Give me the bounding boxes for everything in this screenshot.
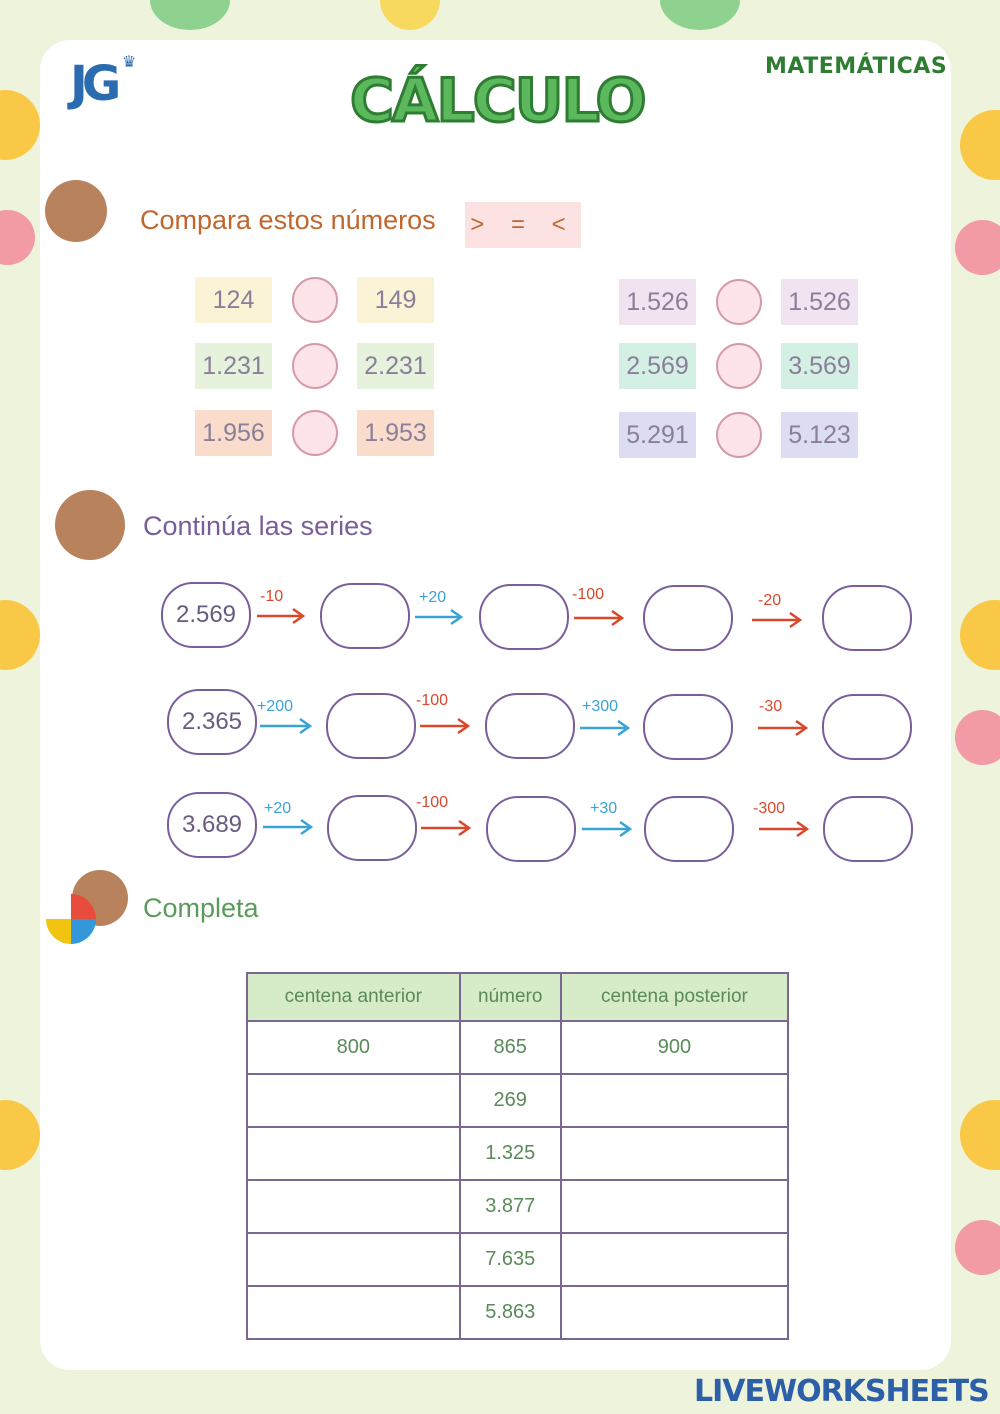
series-step-label: -100: [572, 586, 605, 603]
ice-cream-decoration: [150, 0, 230, 30]
watermelon-decoration: [0, 210, 35, 265]
next-hundred-input[interactable]: [561, 1180, 788, 1233]
column-header: número: [460, 973, 561, 1021]
series-answer-input[interactable]: [485, 693, 575, 759]
sun-decoration: [0, 90, 40, 160]
compare-left-value: 124: [195, 277, 272, 323]
compare-right-value: 149: [357, 277, 434, 323]
table-row: [247, 1127, 788, 1180]
compare-left-value: 5.291: [619, 412, 696, 458]
series-step-label: +30: [590, 800, 618, 817]
arrow-right-icon: [413, 607, 465, 627]
compare-section-title: Compara estos números: [140, 205, 436, 235]
hundreds-table: [246, 972, 789, 1340]
liveworksheets-logo: LIVEWORKSHEETS: [694, 1374, 989, 1409]
arrow-right-icon: [261, 817, 315, 837]
column-header: centena anterior: [247, 973, 460, 1021]
table-cell: 7.635: [460, 1233, 561, 1286]
series-start-value: 2.569: [161, 582, 251, 648]
page-title: CÁLCULO: [350, 66, 645, 136]
arrow-right-icon: [756, 718, 810, 738]
series-start-value: 2.365: [167, 689, 257, 755]
subject-label: MATEMÁTICAS: [765, 54, 948, 79]
sun-decoration: [960, 600, 1000, 670]
capybara-surf-icon: [55, 490, 125, 560]
table-cell: 800: [247, 1021, 460, 1074]
table-cell: 1.325: [460, 1127, 561, 1180]
sun-decoration: [960, 1100, 1000, 1170]
series-start-value: 3.689: [167, 792, 257, 858]
compare-left-value: 1.231: [195, 343, 272, 389]
series-answer-input[interactable]: [823, 796, 913, 862]
table-row: [247, 1233, 788, 1286]
comparison-answer-input[interactable]: [716, 279, 762, 325]
previous-hundred-input[interactable]: [247, 1127, 460, 1180]
column-header: centena posterior: [561, 973, 788, 1021]
arrow-right-icon: [757, 819, 811, 839]
capybara-sunglasses-icon: [45, 180, 107, 242]
next-hundred-input[interactable]: [561, 1074, 788, 1127]
previous-hundred-input[interactable]: [247, 1286, 460, 1339]
series-step-label: +20: [419, 589, 447, 606]
comparison-answer-input[interactable]: [292, 343, 338, 389]
table-cell: 3.877: [460, 1180, 561, 1233]
series-answer-input[interactable]: [479, 584, 569, 650]
table-row: [247, 1021, 788, 1074]
arrow-right-icon: [750, 610, 804, 630]
series-step-label: -100: [416, 794, 449, 811]
table-row: [247, 1180, 788, 1233]
logo: JG ♛: [70, 52, 137, 112]
series-answer-input[interactable]: [643, 694, 733, 760]
series-answer-input[interactable]: [326, 693, 416, 759]
table-row: [247, 1074, 788, 1127]
beach-ball-icon: [46, 894, 96, 944]
previous-hundred-input[interactable]: [247, 1074, 460, 1127]
next-hundred-input[interactable]: [561, 1286, 788, 1339]
table-cell: 900: [561, 1021, 788, 1074]
comparison-signs: > = <: [465, 202, 581, 248]
arrow-right-icon: [580, 819, 634, 839]
series-answer-input[interactable]: [486, 796, 576, 862]
series-step-label: -20: [758, 592, 782, 609]
arrow-right-icon: [419, 818, 473, 838]
series-step-label: -10: [260, 588, 284, 605]
arrow-right-icon: [255, 606, 307, 626]
table-header-row: [247, 973, 788, 1021]
compare-left-value: 2.569: [619, 343, 696, 389]
series-step-label: -300: [753, 800, 786, 817]
series-answer-input[interactable]: [644, 796, 734, 862]
sun-decoration: [960, 110, 1000, 180]
series-section-title: Continúa las series: [143, 511, 373, 541]
series-step-label: +20: [264, 800, 292, 817]
series-answer-input[interactable]: [320, 583, 410, 649]
crown-icon: ♛: [122, 52, 137, 71]
table-cell: 5.863: [460, 1286, 561, 1339]
sun-decoration: [0, 1100, 40, 1170]
series-answer-input[interactable]: [327, 795, 417, 861]
series-answer-input[interactable]: [822, 585, 912, 651]
arrow-right-icon: [572, 608, 626, 628]
compare-left-value: 1.956: [195, 410, 272, 456]
series-step-label: -30: [759, 698, 783, 715]
compare-right-value: 5.123: [781, 412, 858, 458]
watermelon-decoration: [955, 1220, 1000, 1275]
pineapple-decoration: [380, 0, 440, 30]
series-step-label: +200: [257, 698, 294, 715]
ice-cream-decoration: [660, 0, 740, 30]
previous-hundred-input[interactable]: [247, 1233, 460, 1286]
arrow-right-icon: [578, 718, 632, 738]
comparison-answer-input[interactable]: [292, 410, 338, 456]
comparison-answer-input[interactable]: [716, 343, 762, 389]
sun-decoration: [0, 600, 40, 670]
complete-section-title: Completa: [143, 893, 259, 923]
next-hundred-input[interactable]: [561, 1233, 788, 1286]
table-row: [247, 1286, 788, 1339]
compare-right-value: 1.526: [781, 279, 858, 325]
series-step-label: +300: [582, 698, 619, 715]
compare-right-value: 1.953: [357, 410, 434, 456]
arrow-right-icon: [418, 716, 472, 736]
compare-right-value: 3.569: [781, 343, 858, 389]
table-cell: 269: [460, 1074, 561, 1127]
previous-hundred-input[interactable]: [247, 1180, 460, 1233]
next-hundred-input[interactable]: [561, 1127, 788, 1180]
watermelon-decoration: [955, 710, 1000, 765]
comparison-answer-input[interactable]: [716, 412, 762, 458]
series-answer-input[interactable]: [643, 585, 733, 651]
watermelon-decoration: [955, 220, 1000, 275]
comparison-answer-input[interactable]: [292, 277, 338, 323]
arrow-right-icon: [258, 716, 314, 736]
series-step-label: -100: [416, 692, 449, 709]
table-cell: 865: [460, 1021, 561, 1074]
compare-left-value: 1.526: [619, 279, 696, 325]
series-answer-input[interactable]: [822, 694, 912, 760]
compare-right-value: 2.231: [357, 343, 434, 389]
